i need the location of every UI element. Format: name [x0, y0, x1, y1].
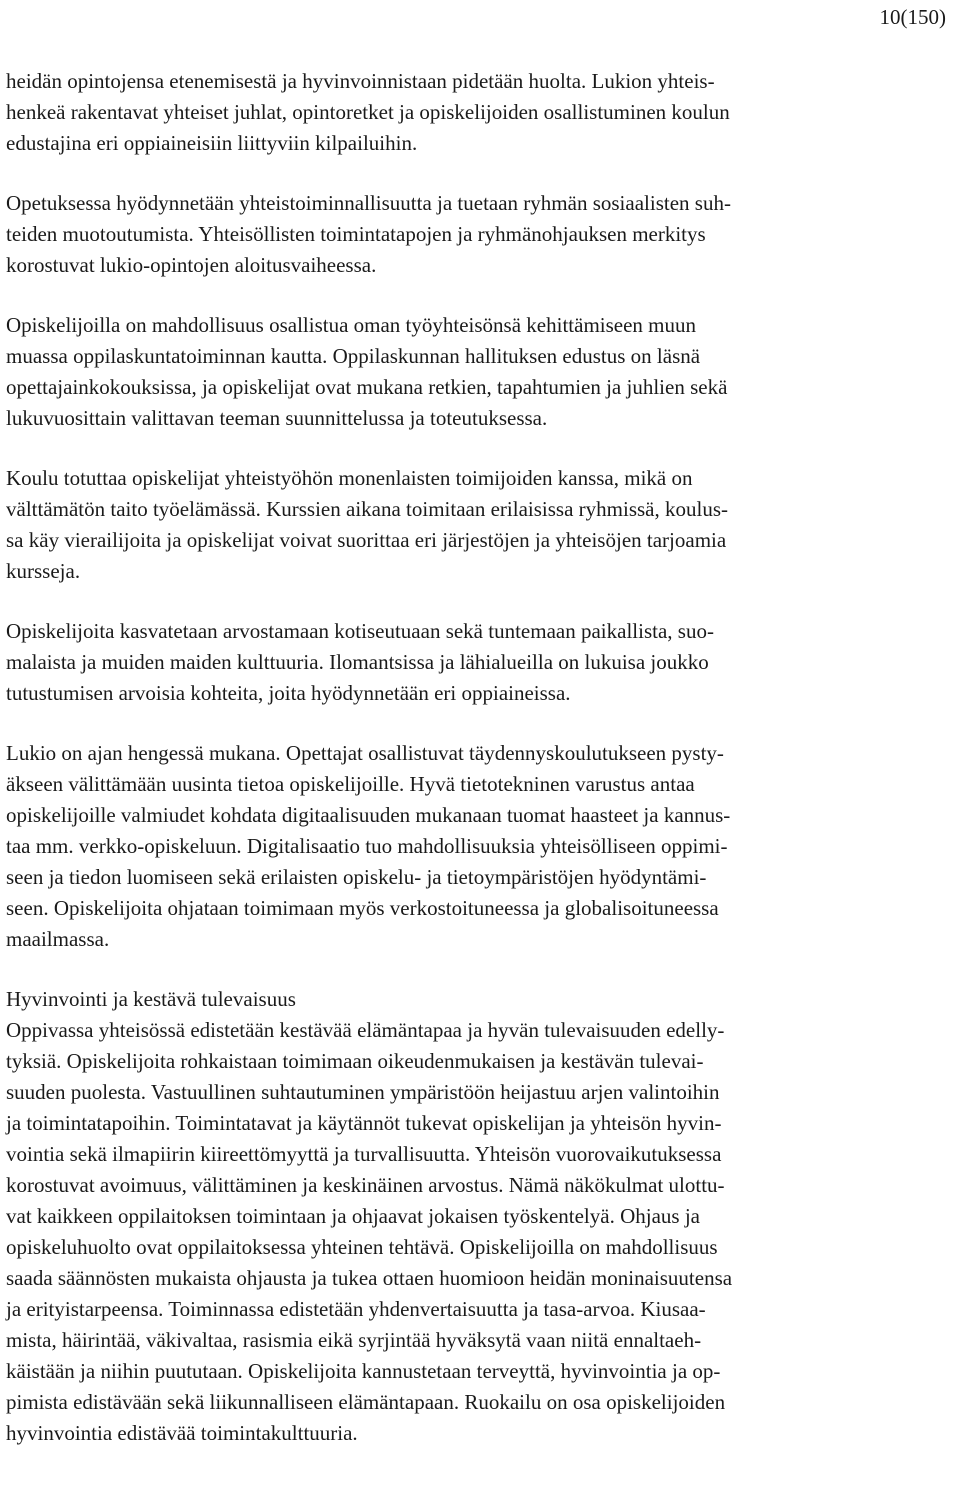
- paragraph-5: [6, 616, 956, 709]
- text-line: muassa oppilaskuntatoiminnan kautta. Oppilaskunnan hallituksen edustus on läsnä: [6, 344, 701, 368]
- text-line: vat kaikkeen oppilaitoksen toimintaan ja ohjaavat jokaisen työskentelyä. Ohjaus ja: [6, 1204, 700, 1228]
- text-line: ja toimintatapoihin. Toimintatavat ja käytännöt tukevat opiskelijan ja yhteisön hyvin-: [6, 1111, 722, 1135]
- text-line: teiden muotoutumista. Yhteisöllisten toimintatapojen ja ryhmänohjauksen merkitys: [6, 222, 706, 246]
- text-line: tutustumisen arvoisia kohteita, joita hyödynnetään eri oppiaineissa.: [6, 681, 571, 705]
- text-line: taa mm. verkko-opiskeluun. Digitalisaatio tuo mahdollisuuksia yhteisölliseen oppimi-: [6, 834, 728, 858]
- paragraph-4: [6, 463, 956, 587]
- text-line: opiskelijoille valmiudet kohdata digitaalisuuden mukanaan tuomat haasteet ja kannus-: [6, 803, 731, 827]
- section-heading: Hyvinvointi ja kestävä tulevaisuus: [6, 987, 296, 1011]
- text-line: saada säännösten mukaista ohjausta ja tukea ottaen huomioon heidän moninaisuutensa: [6, 1266, 733, 1290]
- text-line: korostuvat lukio-opintojen aloitusvaiheessa.: [6, 253, 377, 277]
- text-line: vointia sekä ilmapiirin kiireettömyyttä ja turvallisuutta. Yhteisön vuorovaikutuksessa: [6, 1142, 722, 1166]
- text-line: opiskeluhuolto ovat oppilaitoksessa yhteinen tehtävä. Opiskelijoilla on mahdollisuus: [6, 1235, 718, 1259]
- section-paragraph: [6, 1015, 956, 1449]
- text-line: Lukio on ajan hengessä mukana. Opettajat osallistuvat täydennyskoulutukseen pysty-: [6, 741, 724, 765]
- text-line: äkseen välittämään uusinta tietoa opiskelijoille. Hyvä tietotekninen varustus antaa: [6, 772, 695, 796]
- text-line: malaista ja muiden maiden kulttuuria. Ilomantsissa ja lähialueilla on lukuisa joukko: [6, 650, 709, 674]
- text-line: sa käy vierailijoita ja opiskelijat voivat suorittaa eri järjestöjen ja yhteisöjen tarjoamia: [6, 528, 727, 552]
- text-line: seen ja tiedon luomiseen sekä erilaisten opiskelu- ja tietoympäristöjen hyödyntämi-: [6, 865, 707, 889]
- text-line: korostuvat avoimuus, välittäminen ja keskinäinen arvostus. Nämä näkökulmat ulottu-: [6, 1173, 725, 1197]
- text-line: lukuvuosittain valittavan teeman suunnittelussa ja toteutuksessa.: [6, 406, 548, 430]
- text-line: kursseja.: [6, 559, 81, 583]
- text-line: tyksiä. Opiskelijoita rohkaistaan toimimaan oikeudenmukaisen ja kestävän tulevai-: [6, 1049, 704, 1073]
- text-line: välttämätön taito työelämässä. Kurssien aikana toimitaan erilaisissa ryhmissä, koulus-: [6, 497, 728, 521]
- text-line: mista, häirintää, väkivaltaa, rasismia eikä syrjintää hyväksytä vaan niitä ennaltaeh-: [6, 1328, 702, 1352]
- text-line: henkeä rakentavat yhteiset juhlat, opintoretket ja opiskelijoiden osallistuminen koulun: [6, 100, 730, 124]
- text-line: Opetuksessa hyödynnetään yhteistoiminnallisuutta ja tuetaan ryhmän sosiaalisten suh-: [6, 191, 731, 215]
- paragraph-6: [6, 738, 956, 955]
- text-line: pimista edistävään sekä liikunnalliseen elämäntapaan. Ruokailu on osa opiskelijoiden: [6, 1390, 726, 1414]
- text-line: Opiskelijoita kasvatetaan arvostamaan kotiseutuaan sekä tuntemaan paikallista, suo-: [6, 619, 714, 643]
- text-line: maailmassa.: [6, 927, 110, 951]
- text-line: opettajainkokouksissa, ja opiskelijat ovat mukana retkien, tapahtumien ja juhlien sekä: [6, 375, 728, 399]
- text-line: Oppivassa yhteisössä edistetään kestävää elämäntapaa ja hyvän tulevaisuuden edelly-: [6, 1018, 725, 1042]
- paragraph-1: [6, 66, 956, 159]
- text-line: Koulu totuttaa opiskelijat yhteistyöhön monenlaisten toimijoiden kanssa, mikä on: [6, 466, 693, 490]
- text-line: hyvinvointia edistävää toimintakulttuuria.: [6, 1421, 358, 1445]
- page-number: 10(150): [879, 5, 946, 29]
- text-line: käistään ja niihin puututaan. Opiskelijoita kannustetaan terveyttä, hyvinvointia ja op-: [6, 1359, 721, 1383]
- text-line: heidän opintojensa etenemisestä ja hyvinvoinnistaan pidetään huolta. Lukion yhteis-: [6, 69, 715, 93]
- paragraph-3: [6, 310, 956, 434]
- text-line: ja erityistarpeensa. Toiminnassa edistetään yhdenvertaisuutta ja tasa-arvoa. Kiusaa-: [6, 1297, 706, 1321]
- text-line: seen. Opiskelijoita ohjataan toimimaan myös verkostoituneessa ja globalisoituneessa: [6, 896, 719, 920]
- text-line: Opiskelijoilla on mahdollisuus osallistua oman työyhteisönsä kehittämiseen muun: [6, 313, 697, 337]
- paragraph-2: [6, 188, 956, 281]
- text-line: suuden puolesta. Vastuullinen suhtautuminen ympäristöön heijastuu arjen valintoihin: [6, 1080, 720, 1104]
- document-body: [6, 66, 956, 1449]
- text-line: edustajina eri oppiaineisiin liittyviin kilpailuihin.: [6, 131, 418, 155]
- section-wellbeing: [6, 984, 956, 1449]
